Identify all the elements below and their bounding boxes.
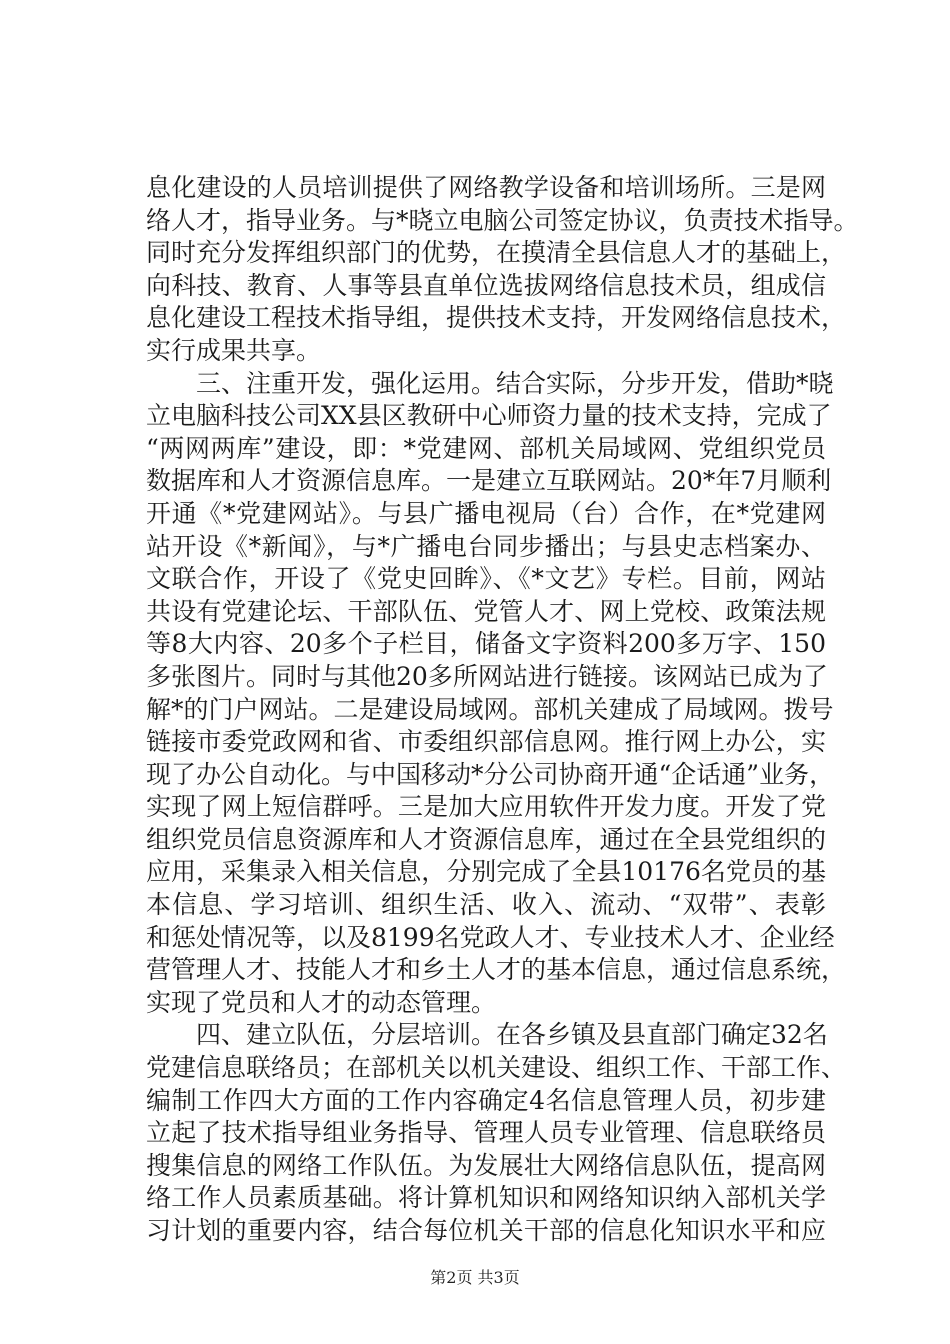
text-line: 实现了党员和人才的动态管理。 — [146, 987, 497, 1017]
text-line: 实现了网上短信群呼。三是加大应用软件开发力度。开发了党 — [146, 792, 826, 822]
text-line: 党建信息联络员；在部机关以机关建设、组织工作、干部工作、 — [146, 1053, 847, 1083]
text-line: 等8大内容、20多个子栏目，储备文字资料200多万字、150 — [146, 629, 826, 659]
text-line: 站开设《*新闻》，与*广播电台同步播出；与县史志档案办、 — [146, 531, 826, 561]
page-number-footer: 第2页 共3页 — [430, 1268, 520, 1287]
paragraph-start-line: 三、注重开发，强化运用。结合实际，分步开发，借助*晓 — [196, 368, 834, 398]
text-line: 链接市委党政网和省、市委组织部信息网。推行网上办公，实 — [146, 727, 826, 757]
text-line: 实行成果共享。 — [146, 335, 322, 365]
text-line: 同时充分发挥组织部门的优势，在摸清全县信息人才的基础上， — [146, 238, 847, 268]
text-line: 习计划的重要内容，结合每位机关干部的信息化知识水平和应 — [146, 1216, 826, 1245]
text-line: 营管理人才、技能人才和乡土人才的基本信息，通过信息系统， — [146, 955, 847, 985]
text-line: 现了办公自动化。与中国移动*分公司协商开通“企话通”业务， — [146, 759, 835, 789]
text-line: 本信息、学习培训、组织生活、收入、流动、“双带”、表彰 — [146, 890, 826, 920]
text-line: 数据库和人才资源信息库。一是建立互联网站。20*年7月顺利 — [146, 466, 832, 496]
text-line: 文联合作，开设了《党史回眸》、《*文艺》专栏。目前，网站 — [146, 564, 826, 594]
text-line: 立起了技术指导组业务指导、管理人员专业管理、信息联络员 — [146, 1118, 826, 1148]
body-text — [146, 172, 859, 1248]
text-line: 编制工作四大方面的工作内容确定4名信息管理人员，初步建 — [146, 1085, 826, 1115]
text-line: “两网两库”建设，即：*党建网、部机关局域网、党组织党员 — [146, 433, 826, 463]
text-line: 共设有党建论坛、干部队伍、党管人才、网上党校、政策法规 — [146, 596, 826, 626]
paragraph-start-line: 四、建立队伍，分层培训。在各乡镇及县直部门确定32名 — [196, 1020, 828, 1050]
text-line: 解*的门户网站。二是建设局域网。部机关建成了局域网。拨号 — [146, 694, 834, 724]
text-line: 络工作人员素质基础。将计算机知识和网络知识纳入部机关学 — [146, 1183, 826, 1213]
text-line: 和惩处情况等，以及8199名党政人才、专业技术人才、企业经 — [146, 922, 835, 952]
text-line: 络人才，指导业务。与*晓立电脑公司签定协议，负责技术指导。 — [146, 205, 859, 235]
text-line: 息化建设的人员培训提供了网络教学设备和培训场所。三是网 — [146, 173, 826, 202]
text-line: 立电脑科技公司XX县区教研中心师资力量的技术支持，完成了 — [146, 401, 832, 431]
text-line: 应用，采集录入相关信息，分别完成了全县10176名党员的基 — [146, 857, 826, 887]
text-line: 多张图片。同时与其他20多所网站进行链接。该网站已成为了 — [146, 661, 828, 691]
text-line: 开通《*党建网站》。与县广播电视局（台）合作，在*党建网 — [146, 498, 826, 528]
text-line: 组织党员信息资源库和人才资源信息库，通过在全县党组织的 — [146, 824, 826, 854]
text-line: 搜集信息的网络工作队伍。为发展壮大网络信息队伍，提高网 — [146, 1150, 826, 1180]
text-line: 息化建设工程技术指导组，提供技术支持，开发网络信息技术， — [146, 303, 847, 333]
text-line: 向科技、教育、人事等县直单位选拔网络信息技术员，组成信 — [146, 270, 826, 300]
